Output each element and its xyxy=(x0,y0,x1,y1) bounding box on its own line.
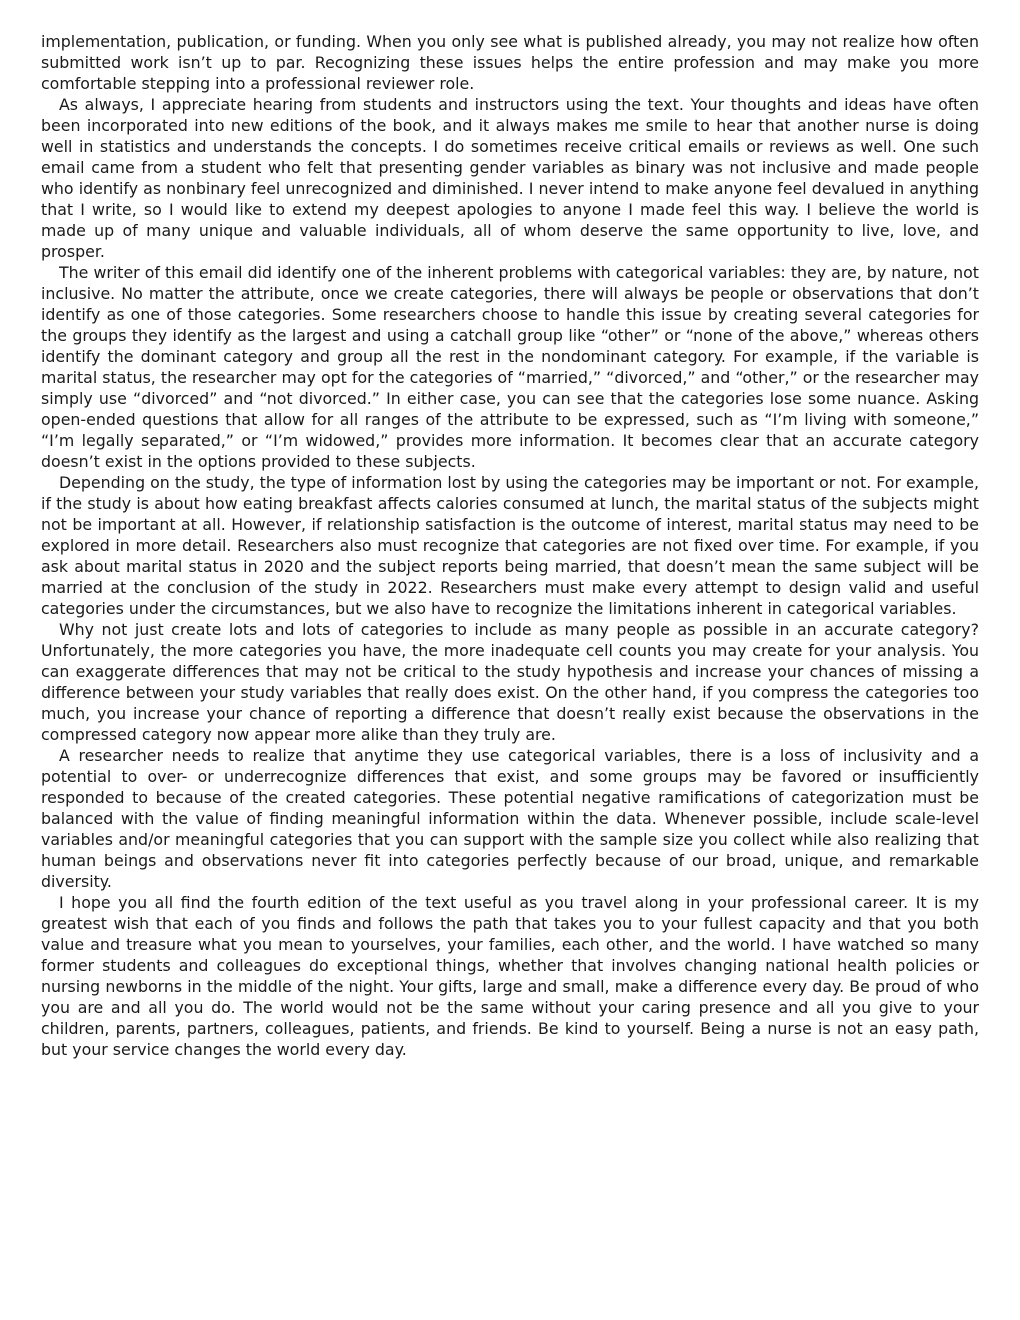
paragraph-inclusivity: A researcher needs to realize that anytime they use categorical variables, there is a loss of inclusivity and a potential to over- or underrecognize differences that exist, and some groups may be favored or insufficiently responded to because of the created categories. These potential negative ramifications of categorization must be balanced with the value of finding meaningful information within the data. Whenever possible, include scale-level variables and/or meaningful categories that you can support with the sample size you collect while also realizing that human beings and observations never fit into categories perfectly because of our broad, unique, and remarkable diversity. xyxy=(41,746,979,891)
paragraph-continued: implementation, publication, or funding. When you only see what is published already, you may not realize how often submitted work isn’t up to par. Recognizing these issues helps the entire profession and may make you more comfortable stepping into a professional reviewer role. xyxy=(41,32,979,93)
paragraph-information-lost: Depending on the study, the type of information lost by using the categories may be important or not. For example, if the study is about how eating breakfast affects calories consumed at lunch, the marital status of the subjects might not be important at all. However, if relationship satisfaction is the outcome of interest, marital status may need to be explored in more detail. Researchers also must recognize that categories are not fixed over time. For example, if you ask about marital status in 2020 and the subject reports being married, that doesn’t mean the same subject will be married at the conclusion of the study in 2022. Researchers must make every attempt to design valid and useful categories under the circumstances, but we also have to recognize the limitations inherent in categorical variables. xyxy=(41,473,979,618)
paragraph-categorical-variables: The writer of this email did identify one of the inherent problems with categorical variables: they are, by nature, not inclusive. No matter the attribute, once we create categories, there will always be people or observations that don’t identify as one of those categories. Some researchers choose to handle this issue by creating several categories for the groups they identify as the largest and using a catchall group like “other” or “none of the above,” whereas others identify the dominant category and group all the rest in the nondominant category. For example, if the variable is marital status, the researcher may opt for the categories of “married,” “divorced,” and “other,” or the researcher may simply use “divorced” and “not divorced.” In either case, you can see that the categories lose some nuance. Asking open-ended questions that allow for all ranges of the attribute to be expressed, such as “I’m living with someone,” “I’m legally separated,” or “I’m widowed,” provides more information. It becomes clear that an accurate category doesn’t exist in the options provided to these subjects. xyxy=(41,263,979,471)
body-text xyxy=(41,31,979,1060)
paragraph-many-categories: Why not just create lots and lots of categories to include as many people as possible in an accurate category? Unfortunately, the more categories you have, the more inadequate cell counts you may create for your analysis. You can exaggerate differences that may not be critical to the study hypothesis and increase your chances of missing a difference between your study variables that really does exist. On the other hand, if you compress the categories too much, you increase your chance of reporting a difference that doesn’t really exist because the observations in the compressed category now appear more alike than they truly are. xyxy=(41,620,979,744)
paragraph-feedback: As always, I appreciate hearing from students and instructors using the text. Your thoughts and ideas have often been incorporated into new editions of the book, and it always makes me smile to hear that another nurse is doing well in statistics and understands the concepts. I do sometimes receive critical emails or reviews as well. One such email came from a student who felt that presenting gender variables as binary was not inclusive and made people who identify as nonbinary feel unrecognized and diminished. I never intend to make anyone feel devalued in anything that I write, so I would like to extend my deepest apologies to anyone I made feel this way. I believe the world is made up of many unique and valuable individuals, all of whom deserve the same opportunity to live, love, and prosper. xyxy=(41,95,979,261)
paragraph-closing: I hope you all find the fourth edition of the text useful as you travel along in your professional career. It is my greatest wish that each of you finds and follows the path that takes you to your fullest capacity and that you both value and treasure what you mean to yourselves, your families, each other, and the world. I have watched so many former students and colleagues do exceptional things, whether that involves changing national health policies or nursing newborns in the middle of the night. Your gifts, large and small, make a difference every day. Be proud of who you are and all you do. The world would not be the same without your caring presence and all you give to your children, parents, partners, colleagues, patients, and friends. Be kind to yourself. Being a nurse is not an easy path, but your service changes the world every day. xyxy=(41,893,979,1059)
